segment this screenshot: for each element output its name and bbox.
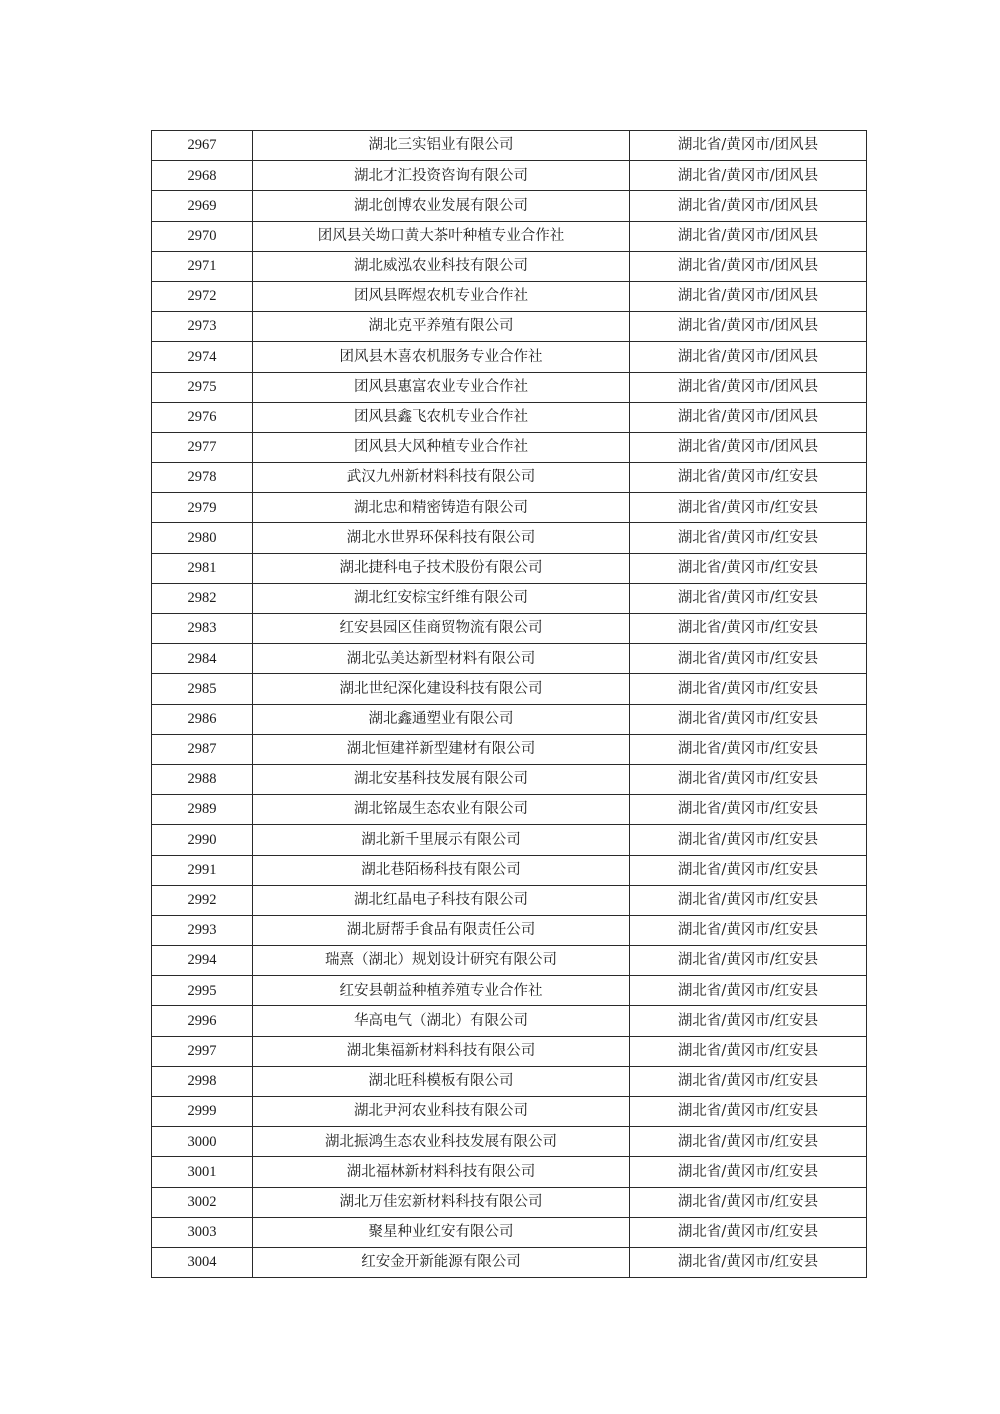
row-number-cell: 2983 [152, 614, 253, 644]
table-row [152, 1187, 867, 1217]
company-name-cell: 湖北弘美达新型材料有限公司 [253, 644, 630, 674]
region-cell: 湖北省/黄冈市/红安县 [630, 1097, 867, 1127]
table-row [152, 402, 867, 432]
region-cell: 湖北省/黄冈市/红安县 [630, 523, 867, 553]
row-number-cell: 3004 [152, 1247, 253, 1277]
row-number-cell: 2996 [152, 1006, 253, 1036]
company-name-cell: 武汉九州新材料科技有限公司 [253, 463, 630, 493]
table-row [152, 1157, 867, 1187]
region-cell: 湖北省/黄冈市/团风县 [630, 281, 867, 311]
row-number-cell: 2973 [152, 312, 253, 342]
row-number-cell: 2995 [152, 976, 253, 1006]
row-number-cell: 2969 [152, 191, 253, 221]
region-cell: 湖北省/黄冈市/团风县 [630, 131, 867, 161]
region-cell: 湖北省/黄冈市/团风县 [630, 221, 867, 251]
row-number-cell: 2992 [152, 885, 253, 915]
table-row [152, 825, 867, 855]
company-name-cell: 湖北振鸿生态农业科技发展有限公司 [253, 1127, 630, 1157]
region-cell: 湖北省/黄冈市/红安县 [630, 704, 867, 734]
row-number-cell: 2980 [152, 523, 253, 553]
company-name-cell: 湖北新千里展示有限公司 [253, 825, 630, 855]
company-name-cell: 湖北创博农业发展有限公司 [253, 191, 630, 221]
region-cell: 湖北省/黄冈市/红安县 [630, 1006, 867, 1036]
table-row [152, 734, 867, 764]
row-number-cell: 2971 [152, 251, 253, 281]
table-row [152, 463, 867, 493]
table-row [152, 191, 867, 221]
company-name-cell: 湖北厨帮手食品有限责任公司 [253, 915, 630, 945]
company-list-table [151, 130, 867, 1278]
row-number-cell: 2986 [152, 704, 253, 734]
company-name-cell: 团风县鑫飞农机专业合作社 [253, 402, 630, 432]
table-row [152, 1006, 867, 1036]
company-name-cell: 团风县木喜农机服务专业合作社 [253, 342, 630, 372]
row-number-cell: 2981 [152, 553, 253, 583]
row-number-cell: 2989 [152, 795, 253, 825]
company-name-cell: 湖北威泓农业科技有限公司 [253, 251, 630, 281]
company-name-cell: 团风县惠富农业专业合作社 [253, 372, 630, 402]
row-number-cell: 3000 [152, 1127, 253, 1157]
table-row [152, 553, 867, 583]
region-cell: 湖北省/黄冈市/红安县 [630, 614, 867, 644]
company-name-cell: 红安县朝益种植养殖专业合作社 [253, 976, 630, 1006]
table-row [152, 855, 867, 885]
table-row [152, 281, 867, 311]
row-number-cell: 3003 [152, 1217, 253, 1247]
company-name-cell: 湖北铭晟生态农业有限公司 [253, 795, 630, 825]
row-number-cell: 2990 [152, 825, 253, 855]
table-row [152, 915, 867, 945]
company-name-cell: 湖北三实铝业有限公司 [253, 131, 630, 161]
region-cell: 湖北省/黄冈市/团风县 [630, 191, 867, 221]
row-number-cell: 2977 [152, 432, 253, 462]
region-cell: 湖北省/黄冈市/团风县 [630, 251, 867, 281]
region-cell: 湖北省/黄冈市/红安县 [630, 493, 867, 523]
region-cell: 湖北省/黄冈市/红安县 [630, 1217, 867, 1247]
row-number-cell: 2987 [152, 734, 253, 764]
row-number-cell: 2988 [152, 764, 253, 794]
table-body [152, 131, 867, 1278]
row-number-cell: 2982 [152, 583, 253, 613]
company-name-cell: 聚星种业红安有限公司 [253, 1217, 630, 1247]
region-cell: 湖北省/黄冈市/红安县 [630, 885, 867, 915]
company-name-cell: 红安县园区佳商贸物流有限公司 [253, 614, 630, 644]
table-row [152, 1247, 867, 1277]
table-row [152, 764, 867, 794]
table-row [152, 704, 867, 734]
company-name-cell: 华高电气（湖北）有限公司 [253, 1006, 630, 1036]
company-name-cell: 湖北巷陌杨科技有限公司 [253, 855, 630, 885]
region-cell: 湖北省/黄冈市/红安县 [630, 553, 867, 583]
region-cell: 湖北省/黄冈市/红安县 [630, 855, 867, 885]
table-row [152, 131, 867, 161]
table-row [152, 885, 867, 915]
company-name-cell: 湖北恒建祥新型建材有限公司 [253, 734, 630, 764]
row-number-cell: 3002 [152, 1187, 253, 1217]
row-number-cell: 2976 [152, 402, 253, 432]
row-number-cell: 2998 [152, 1066, 253, 1096]
row-number-cell: 2997 [152, 1036, 253, 1066]
row-number-cell: 2967 [152, 131, 253, 161]
row-number-cell: 2993 [152, 915, 253, 945]
table-row [152, 1066, 867, 1096]
company-name-cell: 团风县晖煜农机专业合作社 [253, 281, 630, 311]
table-row [152, 644, 867, 674]
row-number-cell: 2972 [152, 281, 253, 311]
company-name-cell: 湖北水世界环保科技有限公司 [253, 523, 630, 553]
region-cell: 湖北省/黄冈市/红安县 [630, 1157, 867, 1187]
region-cell: 湖北省/黄冈市/团风县 [630, 402, 867, 432]
region-cell: 湖北省/黄冈市/团风县 [630, 372, 867, 402]
table-row [152, 1097, 867, 1127]
company-name-cell: 湖北鑫通塑业有限公司 [253, 704, 630, 734]
table-row [152, 1036, 867, 1066]
row-number-cell: 2984 [152, 644, 253, 674]
table-row [152, 493, 867, 523]
row-number-cell: 2978 [152, 463, 253, 493]
row-number-cell: 2970 [152, 221, 253, 251]
region-cell: 湖北省/黄冈市/红安县 [630, 946, 867, 976]
region-cell: 湖北省/黄冈市/红安县 [630, 915, 867, 945]
company-name-cell: 湖北捷科电子技术股份有限公司 [253, 553, 630, 583]
table-row [152, 614, 867, 644]
company-name-cell: 湖北红晶电子科技有限公司 [253, 885, 630, 915]
region-cell: 湖北省/黄冈市/团风县 [630, 161, 867, 191]
region-cell: 湖北省/黄冈市/红安县 [630, 1187, 867, 1217]
region-cell: 湖北省/黄冈市/红安县 [630, 825, 867, 855]
company-name-cell: 湖北才汇投资咨询有限公司 [253, 161, 630, 191]
table-row [152, 342, 867, 372]
company-name-cell: 湖北万佳宏新材料科技有限公司 [253, 1187, 630, 1217]
row-number-cell: 3001 [152, 1157, 253, 1187]
row-number-cell: 2994 [152, 946, 253, 976]
company-name-cell: 湖北红安棕宝纤维有限公司 [253, 583, 630, 613]
company-name-cell: 团风县大风种植专业合作社 [253, 432, 630, 462]
table-row [152, 946, 867, 976]
row-number-cell: 2974 [152, 342, 253, 372]
company-name-cell: 湖北尹河农业科技有限公司 [253, 1097, 630, 1127]
company-name-cell: 湖北旺科模板有限公司 [253, 1066, 630, 1096]
region-cell: 湖北省/黄冈市/红安县 [630, 976, 867, 1006]
region-cell: 湖北省/黄冈市/团风县 [630, 432, 867, 462]
company-name-cell: 红安金开新能源有限公司 [253, 1247, 630, 1277]
region-cell: 湖北省/黄冈市/红安县 [630, 1066, 867, 1096]
region-cell: 湖北省/黄冈市/红安县 [630, 734, 867, 764]
table-row [152, 372, 867, 402]
region-cell: 湖北省/黄冈市/红安县 [630, 1127, 867, 1157]
table-row [152, 221, 867, 251]
table-row [152, 251, 867, 281]
company-name-cell: 团风县关坳口黄大茶叶种植专业合作社 [253, 221, 630, 251]
table-row [152, 312, 867, 342]
region-cell: 湖北省/黄冈市/红安县 [630, 583, 867, 613]
table-row [152, 583, 867, 613]
region-cell: 湖北省/黄冈市/红安县 [630, 1036, 867, 1066]
row-number-cell: 2979 [152, 493, 253, 523]
region-cell: 湖北省/黄冈市/红安县 [630, 674, 867, 704]
company-name-cell: 湖北克平养殖有限公司 [253, 312, 630, 342]
company-name-cell: 湖北忠和精密铸造有限公司 [253, 493, 630, 523]
table-row [152, 523, 867, 553]
row-number-cell: 2975 [152, 372, 253, 402]
region-cell: 湖北省/黄冈市/红安县 [630, 764, 867, 794]
table-row [152, 795, 867, 825]
region-cell: 湖北省/黄冈市/团风县 [630, 312, 867, 342]
table-row [152, 1217, 867, 1247]
company-name-cell: 湖北集福新材料科技有限公司 [253, 1036, 630, 1066]
company-name-cell: 湖北安基科技发展有限公司 [253, 764, 630, 794]
row-number-cell: 2968 [152, 161, 253, 191]
company-name-cell: 瑞熹（湖北）规划设计研究有限公司 [253, 946, 630, 976]
company-name-cell: 湖北世纪深化建设科技有限公司 [253, 674, 630, 704]
table-row [152, 674, 867, 704]
region-cell: 湖北省/黄冈市/红安县 [630, 644, 867, 674]
region-cell: 湖北省/黄冈市/团风县 [630, 342, 867, 372]
company-name-cell: 湖北福林新材料科技有限公司 [253, 1157, 630, 1187]
table-row [152, 1127, 867, 1157]
region-cell: 湖北省/黄冈市/红安县 [630, 1247, 867, 1277]
table-row [152, 161, 867, 191]
table-row [152, 432, 867, 462]
table-row [152, 976, 867, 1006]
row-number-cell: 2991 [152, 855, 253, 885]
region-cell: 湖北省/黄冈市/红安县 [630, 795, 867, 825]
row-number-cell: 2999 [152, 1097, 253, 1127]
row-number-cell: 2985 [152, 674, 253, 704]
region-cell: 湖北省/黄冈市/红安县 [630, 463, 867, 493]
